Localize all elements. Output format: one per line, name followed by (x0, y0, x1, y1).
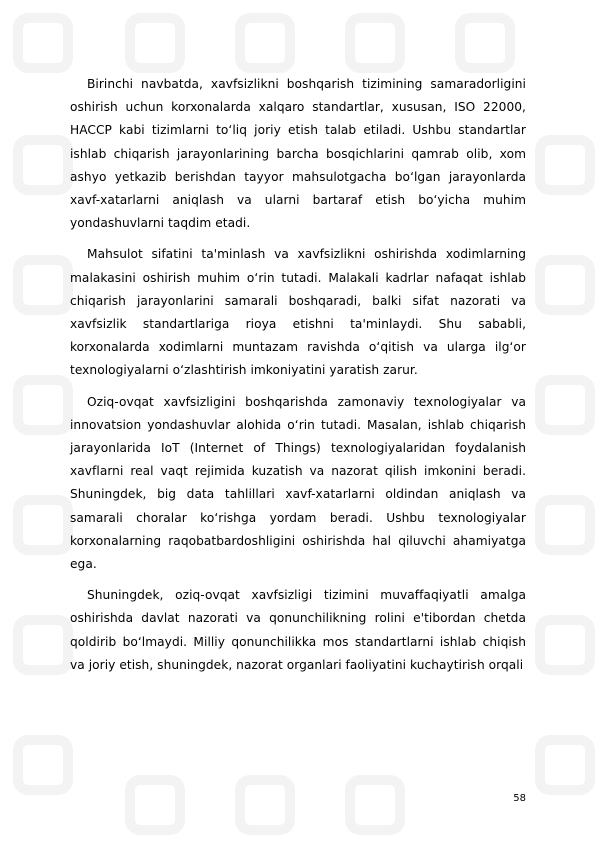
paragraph-4: Shuningdek, oziq-ovqat xavfsizligi tizimini muvaffaqiyatli amalga oshirishda davlat nazorati va qonunchilikning rolini e'tibordan chetda qoldirib bo‘lmaydi. Milliy qonunchilikka mos standartlarni ishlab chiqish va joriy etish, shuningdek, nazorat organlari faoliyatini kuchaytirish orqali (70, 588, 526, 672)
page-number: 58 (513, 793, 526, 804)
paragraph-1: Birinchi navbatda, xavfsizlikni boshqarish tizimining samaradorligini oshirish uchun korxonalarda xalqaro standartlar, xususan, ISO 22000, HACCP kabi tizimlarni to‘liq joriy etish talab etiladi. Ushbu standartlar ishlab chiqarish jarayonlarining barcha bosqichlarini qamrab olib, xom ashyo yetkazib berishdan tayyor mahsulotgacha bo‘lgan jarayonlarda xavf-xatarlarni aniqlash va ularni bartaraf etish bo‘yicha muhim yondashuvlarni taqdim etadi. (70, 77, 526, 231)
paragraph-2: Mahsulot sifatini ta'minlash va xavfsizlikni oshirishda xodimlarning malakasini oshirish muhim o‘rin tutadi. Malakali kadrlar nafaqat ishlab chiqarish jarayonlarini samarali boshqaradi, balki sifat nazorati va xavfsizlik standartlariga rioya etishni ta'minlaydi. Shu sababli, korxonalarda xodimlarni muntazam ravishda o‘qitish va ularga ilg‘or texnologiyalarni o‘zlashtirish imkoniyatini yaratish zarur. (70, 247, 526, 378)
paragraph-3: Oziq-ovqat xavfsizligini boshqarishda zamonaviy texnologiyalar va innovatsion yondashuvlar alohida o‘rin tutadi. Masalan, ishlab chiqarish jarayonlarida IoT (Internet of Things) texnologiyalaridan foydalanish xavflarni real vaqt rejimida kuzatish va nazorat qilish imkonini beradi. Shuningdek, big data tahlillari xavf-xatarlarni oldindan aniqlash va samarali choralar ko‘rishga yordam beradi. Ushbu texnologiyalar korxonalarning raqobatbardoshligini oshirishda hal qiluvchi ahamiyatga ega. (70, 394, 526, 572)
document-body (70, 73, 526, 685)
